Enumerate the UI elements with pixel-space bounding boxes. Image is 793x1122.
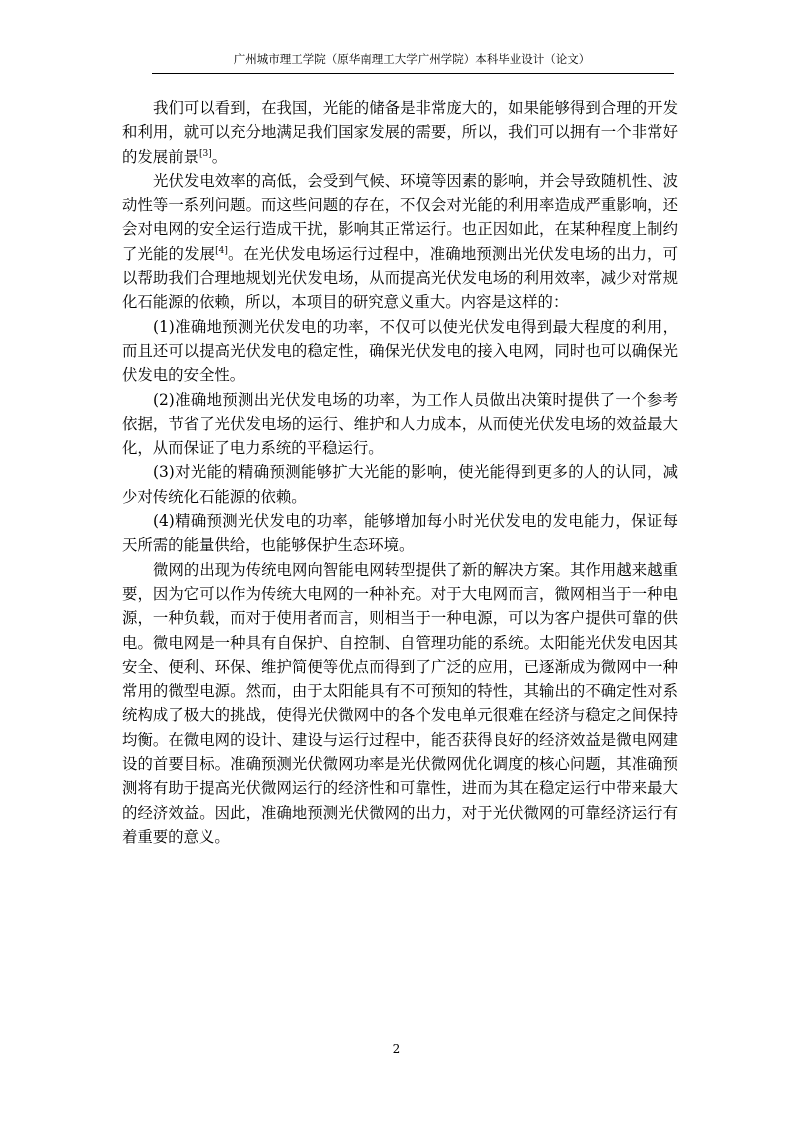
body-text bbox=[122, 96, 678, 849]
paragraph-tail: 。 bbox=[211, 147, 228, 166]
paragraph-text: 光伏发电效率的高低，会受到气候、环境等因素的影响，并会导致随机性、波动性等一系列问题。而这些问题的存在，不仅会对光能的利用率造成严重影响，还会对电网的安全运行造成干扰，影响其正常运行。也正因如此，在某种程度上制约了光能的发展 bbox=[122, 171, 678, 263]
list-item-4: (4)精确预测光伏发电的功率，能够增加每小时光伏发电的发电能力，保证每天所需的能量供给，也能够保护生态环境。 bbox=[122, 512, 678, 555]
page-number: 2 bbox=[392, 1042, 401, 1056]
paragraph-text: 我们可以看到，在我国，光能的储备是非常庞大的，如果能够得到合理的开发和利用，就可以充分地满足我们国家发展的需要，所以，我们可以拥有一个非常好的发展前景 bbox=[122, 99, 678, 166]
paragraph-tail: 。在光伏发电场运行过程中，准确地预测出光伏发电场的出力，可以帮助我们合理地规划光伏发电场，从而提高光伏发电场的利用效率，减少对常规化石能源的依赖，所以，本项目的研究意义重大。内容是这样的： bbox=[122, 244, 678, 312]
citation-ref: [4] bbox=[215, 245, 228, 256]
header-rule bbox=[152, 73, 674, 74]
list-item-2: (2)准确地预测出光伏发电场的功率，为工作人员做出决策时提供了一个参考依据，节省了光伏发电场的运行、维护和人力成本，从而使光伏发电场的效益最大化，从而保证了电力系统的平稳运行。 bbox=[122, 390, 678, 458]
list-item-3: (3)对光能的精确预测能够扩大光能的影响，使光能得到更多的人的认同，减少对传统化石能源的依赖。 bbox=[122, 463, 678, 506]
paragraph-microgrid: 微网的出现为传统电网向智能电网转型提供了新的解决方案。其作用越来越重要，因为它可以作为传统大电网的一种补充。对于大电网而言，微网相当于一种电源，一种负载，而对于使用者而言，则相当于一种电源，可以为客户提供可靠的供电。微电网是一种具有自保护、自控制、自管理功能的系统。太阳能光伏发电因其安全、便利、环保、维护简便等优点而得到了广泛的应用，已逐渐成为微网中一种常用的微型电源。然而，由于太阳能具有不可预知的特性，其输出的不确定性对系统构成了极大的挑战，使得光伏微网中的各个发电单元很难在经济与稳定之间保持均衡。在微电网的设计、建设与运行过程中，能否获得良好的经济效益是微电网建设的首要目标。准确预测光伏微网功率是光伏微网优化调度的核心问题，其准确预测将有助于提高光伏微网运行的经济性和可靠性，进而为其在稳定运行中带来最大的经济效益。因此，准确地预测光伏微网的出力，对于光伏微网的可靠经济运行有着重要的意义。 bbox=[122, 560, 678, 846]
paragraph-1 bbox=[122, 96, 678, 169]
paragraph-2 bbox=[122, 169, 678, 315]
list-item-1: (1)准确地预测光伏发电的功率，不仅可以使光伏发电得到最大程度的利用，而且还可以提高光伏发电的稳定性，确保光伏发电的接入电网，同时也可以确保光伏发电的安全性。 bbox=[122, 317, 678, 385]
running-header: 广州城市理工学院（原华南理工大学广州学院）本科毕业设计（论文） bbox=[233, 52, 591, 66]
citation-ref: [3] bbox=[198, 148, 212, 159]
